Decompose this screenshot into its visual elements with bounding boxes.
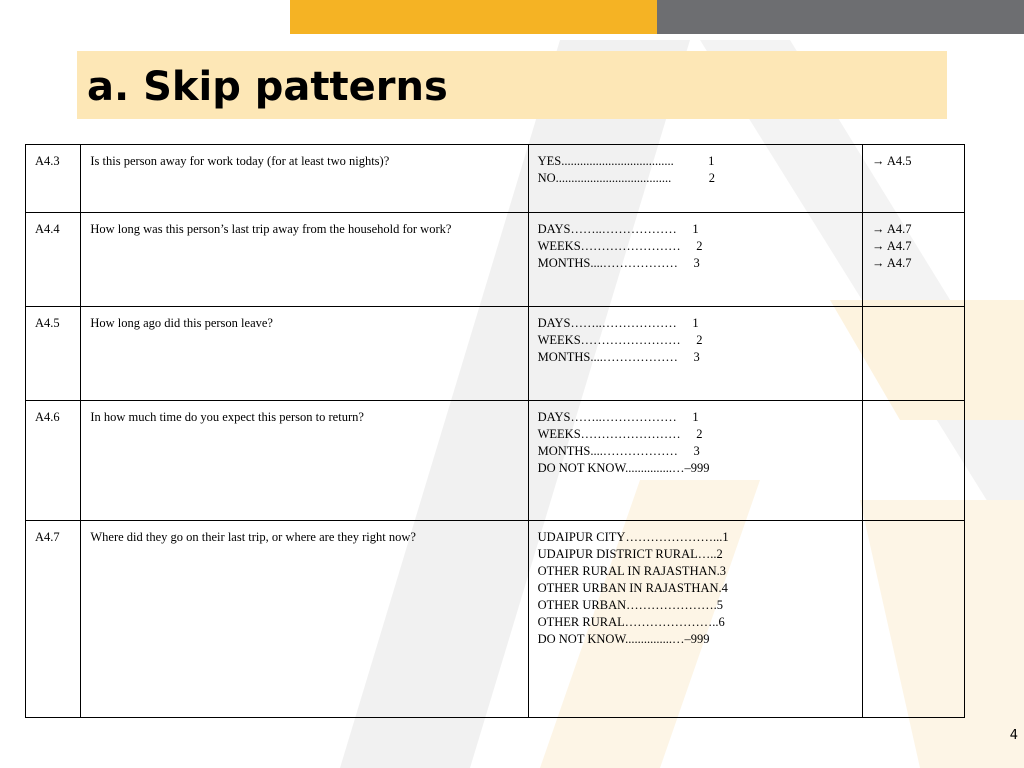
answer-option: OTHER RURAL…………………..6 — [537, 615, 725, 629]
answer-option: DO NOT KNOW...............…–999 — [537, 461, 710, 475]
question-id: A4.4 — [26, 213, 81, 307]
answer-options — [528, 307, 862, 401]
answer-option: DO NOT KNOW...............…–999 — [537, 632, 710, 646]
table-row — [26, 307, 965, 401]
page-title: a. Skip patterns — [87, 64, 448, 110]
header-gray-bar — [657, 0, 1024, 34]
skip-instruction: → A4.7 — [871, 256, 912, 270]
answer-option: DAYS……..……………… 1 — [537, 316, 699, 330]
answer-option: UDAIPUR CITY…………………...1 — [537, 530, 729, 544]
answer-option: DAYS……..……………… 1 — [537, 410, 699, 424]
question-id: A4.7 — [26, 521, 81, 718]
skip-instruction: → A4.5 — [871, 154, 912, 168]
answer-options — [528, 401, 862, 521]
table-row — [26, 213, 965, 307]
skip-instructions — [862, 213, 964, 307]
answer-option: NO..................................... 2 — [537, 171, 716, 185]
skip-instruction: → A4.7 — [871, 239, 912, 253]
skip-pattern-table — [25, 144, 965, 718]
skip-instruction: → A4.7 — [871, 222, 912, 236]
answer-options — [528, 213, 862, 307]
answer-option: OTHER URBAN IN RAJASTHAN.4 — [537, 581, 728, 595]
answer-option: WEEKS…………………… 2 — [537, 239, 703, 253]
skip-instructions — [862, 307, 964, 401]
answer-option: MONTHS....……………… 3 — [537, 256, 700, 270]
answer-option: DAYS……..……………… 1 — [537, 222, 699, 236]
question-text: How long ago did this person leave? — [81, 307, 528, 401]
answer-option: MONTHS....……………… 3 — [537, 350, 700, 364]
answer-option: MONTHS....……………… 3 — [537, 444, 700, 458]
table-row — [26, 145, 965, 213]
question-id: A4.3 — [26, 145, 81, 213]
skip-instructions — [862, 145, 964, 213]
table-row — [26, 521, 965, 718]
skip-instructions — [862, 401, 964, 521]
question-id: A4.6 — [26, 401, 81, 521]
title-banner — [77, 51, 947, 119]
answer-option: UDAIPUR DISTRICT RURAL…..2 — [537, 547, 723, 561]
answer-options — [528, 145, 862, 213]
answer-option: OTHER URBAN………………….5 — [537, 598, 724, 612]
answer-option: WEEKS…………………… 2 — [537, 333, 703, 347]
table-row — [26, 401, 965, 521]
answer-option: YES.................................... 1 — [537, 154, 715, 168]
answer-options — [528, 521, 862, 718]
header-orange-bar — [290, 0, 657, 34]
question-text: In how much time do you expect this person to return? — [81, 401, 528, 521]
answer-option: WEEKS…………………… 2 — [537, 427, 703, 441]
question-text: Is this person away for work today (for at least two nights)? — [81, 145, 528, 213]
answer-option: OTHER RURAL IN RAJASTHAN.3 — [537, 564, 727, 578]
slide-number: 4 — [1009, 728, 1018, 743]
question-text: Where did they go on their last trip, or where are they right now? — [81, 521, 528, 718]
skip-instructions — [862, 521, 964, 718]
question-id: A4.5 — [26, 307, 81, 401]
question-text: How long was this person’s last trip away from the household for work? — [81, 213, 528, 307]
